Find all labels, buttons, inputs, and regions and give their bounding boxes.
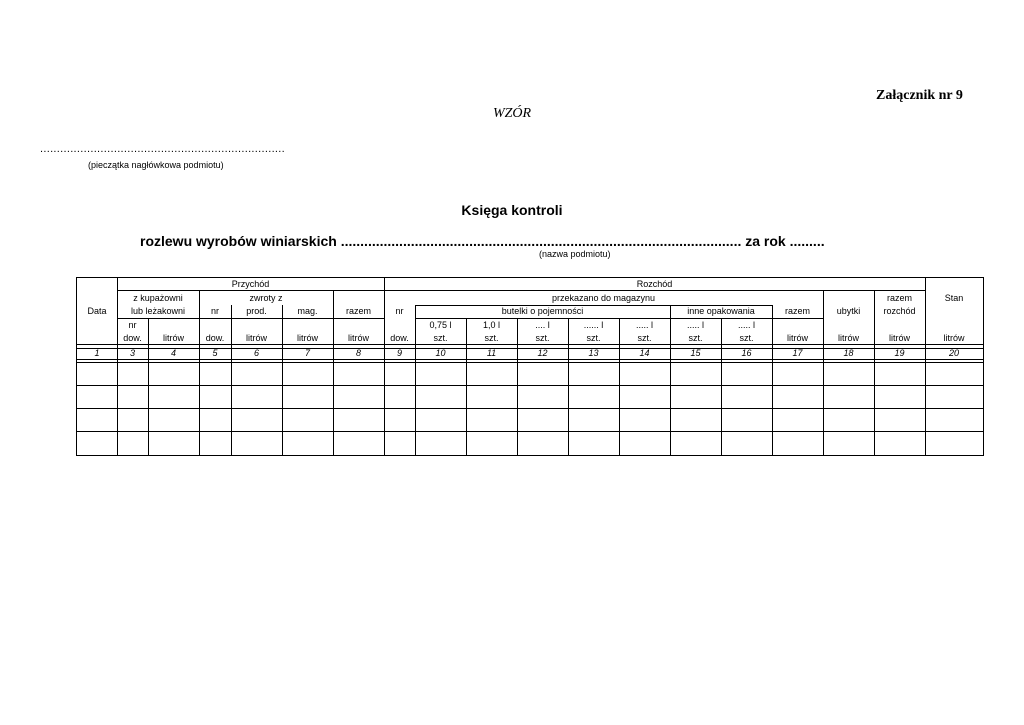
unit-pcs: szt.: [739, 333, 754, 343]
unit-liters: litrów: [296, 333, 318, 343]
unit-liters: litrów: [943, 333, 965, 343]
column-number: 5: [212, 348, 218, 358]
header-returns-prod: prod.: [246, 306, 267, 316]
row-line: [117, 290, 925, 291]
unit-pcs: szt.: [433, 333, 448, 343]
header-returns-from: zwroty z: [249, 293, 283, 303]
annex-label: Załącznik nr 9: [876, 88, 963, 103]
column-number: 19: [894, 348, 905, 358]
column-number: 17: [792, 348, 803, 358]
unit-doc: dow.: [390, 333, 409, 343]
unit-pcs: szt.: [586, 333, 601, 343]
header-size-4: ...... l: [583, 320, 604, 330]
col-line: [772, 305, 773, 456]
header-outgo: Rozchód: [636, 279, 673, 289]
row-line: [77, 344, 983, 345]
header-losses: ubytki: [836, 306, 861, 316]
unit-liters: litrów: [888, 333, 910, 343]
template-label: WZÓR: [492, 106, 532, 121]
column-number: 4: [170, 348, 176, 358]
column-number: 10: [435, 348, 446, 358]
unit-liters: litrów: [786, 333, 808, 343]
header-size-5: ..... l: [635, 320, 653, 330]
column-number: 1: [94, 348, 100, 358]
header-size-7: ..... l: [737, 320, 755, 330]
column-number: 7: [304, 348, 310, 358]
column-number: 9: [396, 348, 402, 358]
row-line: [77, 385, 983, 386]
header-bottles: butelki o pojemności: [501, 306, 584, 316]
header-stock: Stan: [944, 293, 964, 303]
header-outgo-nr: nr: [395, 306, 404, 316]
row-line: [77, 431, 983, 432]
header-returns-nr: nr: [210, 306, 219, 316]
column-number: 20: [948, 348, 959, 358]
unit-pcs: szt.: [535, 333, 550, 343]
unit-doc: dow.: [123, 333, 142, 343]
col-line: [925, 278, 926, 456]
header-or-cellar: lub leżakowni: [130, 306, 186, 316]
row-line: [117, 318, 384, 319]
row-line: [415, 318, 823, 319]
column-number: 15: [690, 348, 701, 358]
column-number: 3: [129, 348, 135, 358]
header-other-packaging: inne opakowania: [687, 306, 755, 316]
entity-caption: (nazwa podmiotu): [539, 249, 611, 259]
column-number: 6: [253, 348, 259, 358]
col-line: [282, 305, 283, 456]
unit-pcs: szt.: [688, 333, 703, 343]
stamp-line: .........................................................................: [40, 143, 285, 155]
unit-doc: dow.: [205, 333, 225, 343]
column-number: 18: [843, 348, 854, 358]
header-from-blending: z kupażowni: [133, 293, 183, 303]
column-number: 11: [486, 348, 497, 358]
col-line: [117, 278, 118, 456]
row-line: [77, 408, 983, 409]
header-total-outgo-1: razem: [886, 293, 912, 303]
column-number: 8: [355, 348, 361, 358]
row-line: [77, 362, 983, 363]
header-outgo-total: razem: [784, 306, 810, 316]
document-title: Księga kontroli: [461, 202, 563, 218]
unit-pcs: szt.: [484, 333, 499, 343]
stamp-caption: (pieczątka nagłówkowa podmiotu): [88, 160, 224, 170]
header-income: Przychód: [231, 279, 270, 289]
row-line: [77, 359, 983, 360]
header-size-1: 0,75 l: [429, 320, 452, 330]
column-number: 13: [588, 348, 599, 358]
col-line: [231, 305, 232, 456]
header-returns-mag: mag.: [297, 306, 318, 316]
unit-liters: litrów: [245, 333, 267, 343]
column-number: 16: [741, 348, 752, 358]
unit-liters: litrów: [837, 333, 859, 343]
column-number: 14: [639, 348, 650, 358]
header-nr: nr: [128, 320, 137, 330]
header-total-outgo-2: rozchód: [883, 306, 916, 316]
header-income-total: razem: [345, 306, 371, 316]
header-size-3: .... l: [535, 320, 550, 330]
unit-pcs: szt.: [637, 333, 652, 343]
header-size-2: 1,0 l: [482, 320, 500, 330]
header-to-warehouse: przekazano do magazynu: [551, 293, 656, 303]
col-line: [384, 278, 385, 456]
unit-liters: litrów: [162, 333, 184, 343]
ledger-table: [76, 277, 984, 456]
column-number: 12: [537, 348, 548, 358]
header-date: Data: [87, 306, 107, 316]
unit-liters: litrów: [347, 333, 369, 343]
document-subtitle: rozlewu wyrobów winiarskich ....................................................................................................... za rok .........: [140, 233, 825, 249]
header-size-6: ..... l: [686, 320, 704, 330]
